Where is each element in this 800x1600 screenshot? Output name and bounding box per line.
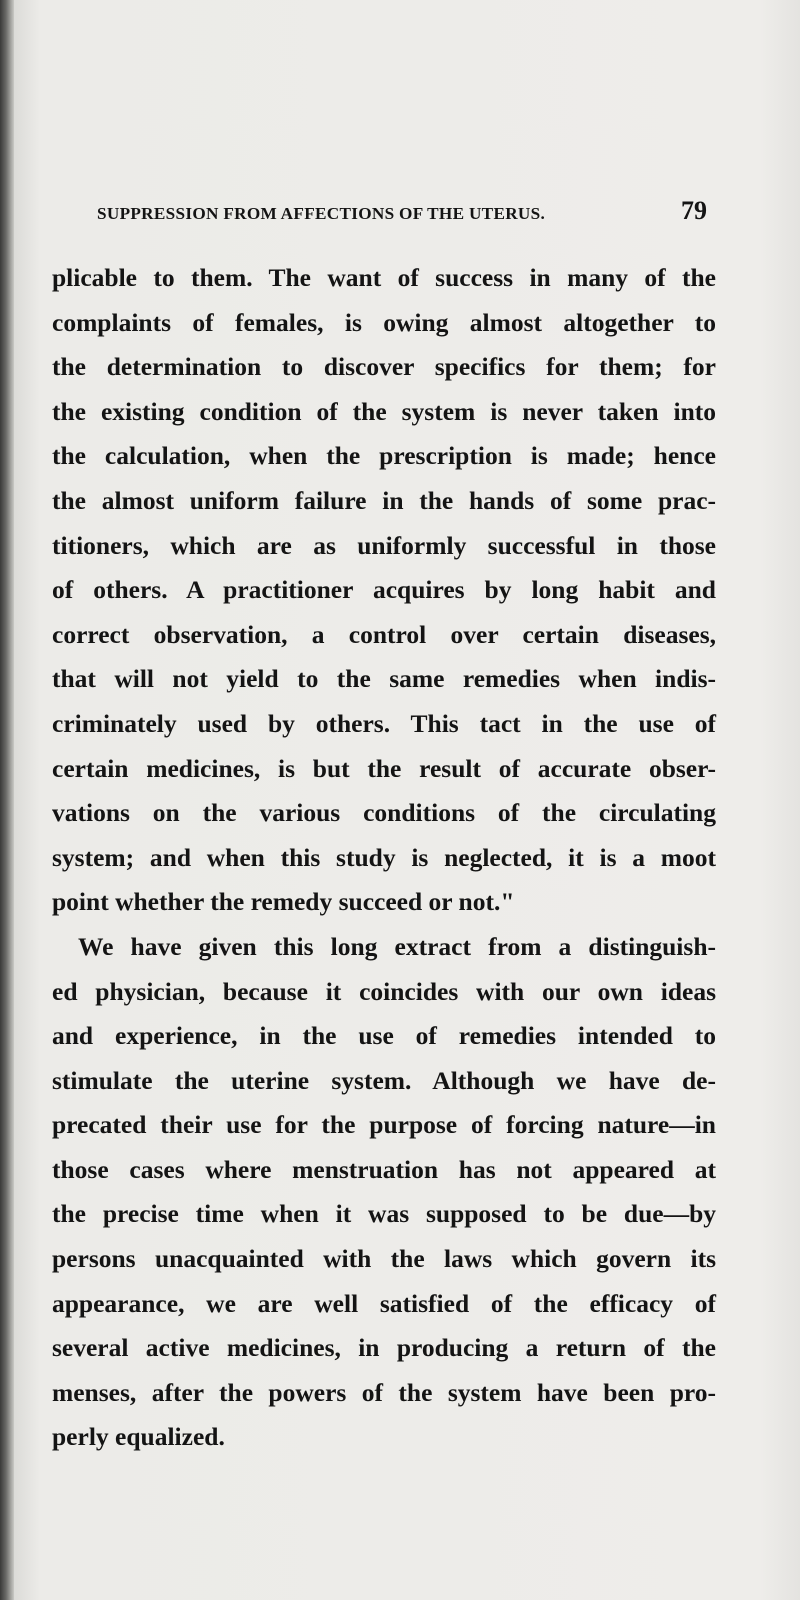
text-line: those cases where menstruation has not appeared at — [52, 1154, 716, 1184]
text-line: the precise time when it was supposed to be due—by — [52, 1199, 716, 1229]
text-line: titioners, which are as uniformly successful in those — [52, 530, 716, 560]
text-line: appearance, we are well satisfied of the efficacy of — [52, 1288, 716, 1318]
text-line: certain medicines, is but the result of accurate obser- — [52, 753, 716, 783]
text-line: the almost uniform failure in the hands of some prac- — [52, 485, 716, 515]
text-line: criminately used by others. This tact in the use of — [52, 708, 716, 738]
body-text — [52, 256, 716, 1460]
text-line: vations on the various conditions of the circulating — [52, 798, 716, 828]
text-line: the existing condition of the system is never taken into — [52, 396, 716, 426]
running-title: SUPPRESSION FROM AFFECTIONS OF THE UTERUS. — [97, 204, 546, 223]
text-line: the determination to discover specifics for them; for — [52, 352, 716, 382]
page-number: 79 — [681, 196, 707, 225]
text-line: precated their use for the purpose of forcing nature—in — [52, 1110, 716, 1140]
text-line: perly equalized. — [52, 1422, 225, 1452]
text-line: correct observation, a control over certain diseases, — [52, 619, 716, 649]
text-line: of others. A practitioner acquires by long habit and — [52, 575, 716, 605]
text-line: complaints of females, is owing almost altogether to — [52, 307, 716, 337]
text-line: that will not yield to the same remedies when indis- — [52, 664, 716, 694]
text-line: and experience, in the use of remedies intended to — [52, 1021, 716, 1051]
page-binding-edge — [0, 0, 14, 1600]
text-line: point whether the remedy succeed or not." — [52, 887, 515, 917]
text-line: persons unacquainted with the laws which govern its — [52, 1244, 716, 1274]
text-line: stimulate the uterine system. Although we have de- — [52, 1065, 716, 1095]
text-line: ed physician, because it coincides with our own ideas — [52, 976, 716, 1006]
text-line: We have given this long extract from a distinguish- — [78, 931, 716, 961]
text-line: menses, after the powers of the system have been pro- — [52, 1377, 716, 1407]
running-head — [97, 196, 707, 226]
text-line: several active medicines, in producing a return of the — [52, 1333, 716, 1363]
text-line: the calculation, when the prescription is made; hence — [52, 441, 716, 471]
text-line: system; and when this study is neglected, it is a moot — [52, 842, 716, 872]
text-line: plicable to them. The want of success in many of the — [52, 263, 716, 292]
